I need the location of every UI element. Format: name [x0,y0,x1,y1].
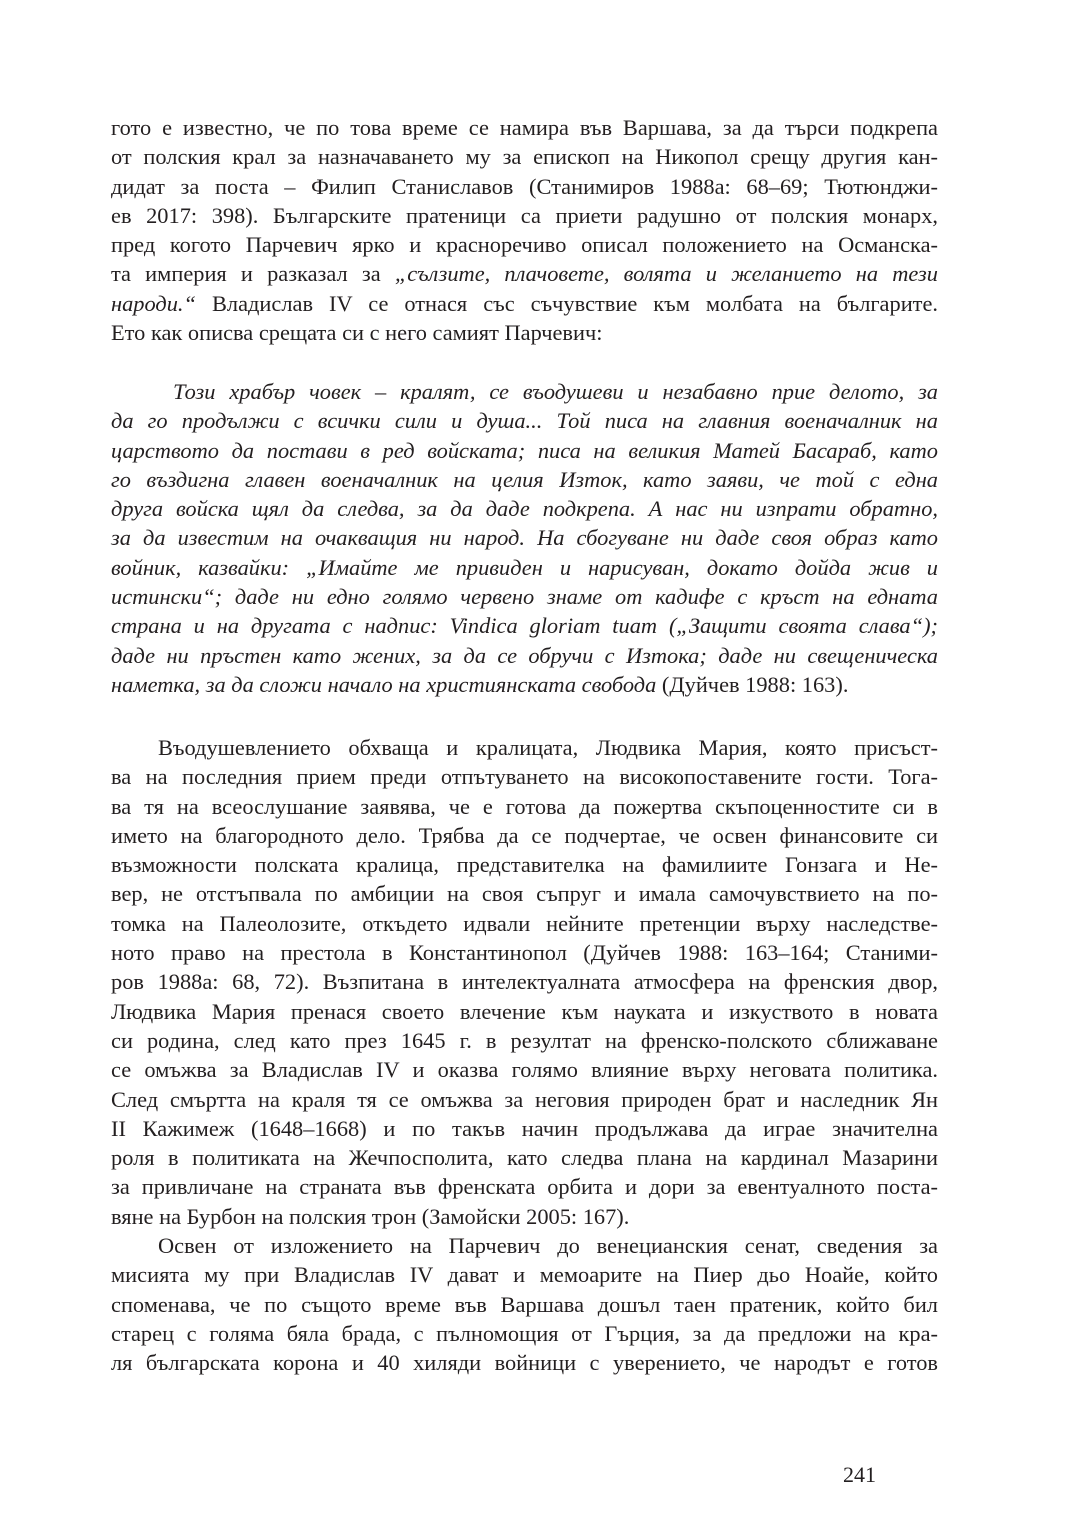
text-line: Освен от изложението на Парчевич до венецианския сенат, сведения за [158,1233,938,1259]
text-line: старец с голяма бяла брада, с пълномощия от Гърция, за да предложи на кра- [111,1320,938,1346]
quote-text: наметка, за да сложи начало на християнската свобода [111,671,657,697]
text-line: пред когото Парчевич ярко и красноречиво описал положението на Османска- [111,232,938,258]
quote-line [111,377,938,406]
text-line: роля в политиката на Жечпосполита, като следва плана на кардинал Мазарини [111,1145,938,1171]
quote-line [111,553,938,582]
text-line: си родина, след като през 1645 г. в резултат на френско-полското сближаване [111,1027,938,1053]
text-line: ва тя на всеослушание заявява, че е готова да пожертва скъпоценностите си в [111,793,938,819]
text-line: Ето как описва срещата си с него самият Парчевич: [111,320,603,346]
text-line: Въодушевлението обхваща и кралицата, Людвика Мария, която присъст- [158,735,938,760]
text-line: от полския крал за назначаването му за епископ на Никопол срещу другия кан- [111,144,938,170]
block-quote [111,377,938,699]
text-run: Владислав IV се отнася със съчувствие към молбата на българите. [195,290,938,316]
quote-line [111,611,938,640]
text-line: името на благородното дело. Трябва да се подчертае, че освен финансовите си [111,822,938,848]
text-line: споменава, че по същото време във Варшава дошъл таен пратеник, който бил [111,1291,938,1317]
quote-text: войник, казвайки: „Имайте ме привиден и нарисуван, докато дойда жив и [111,554,938,580]
text-line [111,259,938,288]
quote-text: го въздигна главен военачалник на целия Изток, като заяви, че той с една [111,466,938,492]
quote-text: истински“; даде ни едно голямо червено знаме от кадифе с кръст на едната [111,584,938,610]
quote-text: страна и на другата с надпис: Vindica gloriam tuam („Защити своята слава“); [111,613,938,639]
quote-text: за да известим на очакващия ни народ. На сбогуване ни даде своя образ като [111,525,938,551]
quoted-phrase-end: народи.“ [111,290,196,316]
text-line: вер, не отстъпвала по амбиции на своя съпруг и имала самочувствието на по- [111,881,938,907]
text-line: томка на Палеолозите, откъдето идвали нейните претенции върху наследстве- [111,910,938,936]
quote-line [111,465,938,494]
quoted-phrase: „сълзите, плачовете, волята и желанието на тези [394,261,938,287]
text-run: та империя и разказал за [111,261,395,287]
text-line: гото е известно, че по това време се намира във Варшава, за да търси подкрепа [111,115,938,140]
paragraph-2-and-3 [111,733,938,1378]
quote-line [111,641,938,670]
text-line: за привличане на страната във френската орбита и дори за евентуалното поста- [111,1174,938,1200]
text-line: се омъжва за Владислав IV и оказва голямо влияние върху неговата политика. [111,1057,938,1083]
quote-text: даде ни пръстен като жених, за да се обручи с Изтока; даде ни свещеническа [111,642,938,668]
quote-text: царството да постави в ред войската; писа на великия Матей Басараб, като [111,437,938,463]
page-number: 241 [843,1462,876,1487]
text-line: ното право на престола в Константинопол (Дуйчев 1988: 163–164; Станими- [111,940,938,966]
text-line: ля българската корона и 40 хиляди войници с уверението, че народът е готов [111,1350,938,1376]
quote-line [111,406,938,435]
text-line: Людвика Мария пренася своето влечение към науката и изкуството в новата [111,998,938,1024]
text-line: След смъртта на краля тя се омъжва за неговия природен брат и наследник Ян [111,1086,938,1112]
text-line: ва на последния прием преди отпътуването на високопоставените гости. Тога- [111,764,938,790]
text-line: дидат за поста – Филип Станиславов (Станимиров 1988а: 68–69; Тютюнджи- [111,173,938,199]
quote-line [111,494,938,523]
text-line: ев 2017: 398). Българските пратеници са приети радушно от полския монарх, [111,202,938,228]
quote-line [111,670,938,699]
text-line: II Кажимеж (1648–1668) и по такъв начин продължава да играе значителна [111,1115,938,1141]
citation: (Дуйчев 1988: 163). [656,671,849,697]
text-line: възможности полската кралица, представителка на фамилиите Гонзага и Не- [111,852,938,878]
text-line [111,289,938,318]
quote-text: Този храбър човек – кралят, се въодушеви и незабавно прие делото, за [173,379,938,404]
text-line: мисията му при Владислав IV дават и мемоарите на Пиер дьо Ноайе, който [111,1262,938,1288]
text-line: ров 1988а: 68, 72). Възпитана в интелектуалната атмосфера на френския двор, [111,969,938,995]
paragraph-1 [111,113,938,347]
quote-line [111,582,938,611]
quote-line [111,436,938,465]
quote-text: да го продължи с всички сили и душа... Той писа на главния военачалник на [111,408,938,434]
text-line: вяне на Бурбон на полския трон (Замойски 2005: 167). [111,1203,630,1229]
quote-text: друга войска щял да следва, за да даде подкрепа. А нас ни изпрати обратно, [111,496,938,522]
quote-line [111,523,938,552]
